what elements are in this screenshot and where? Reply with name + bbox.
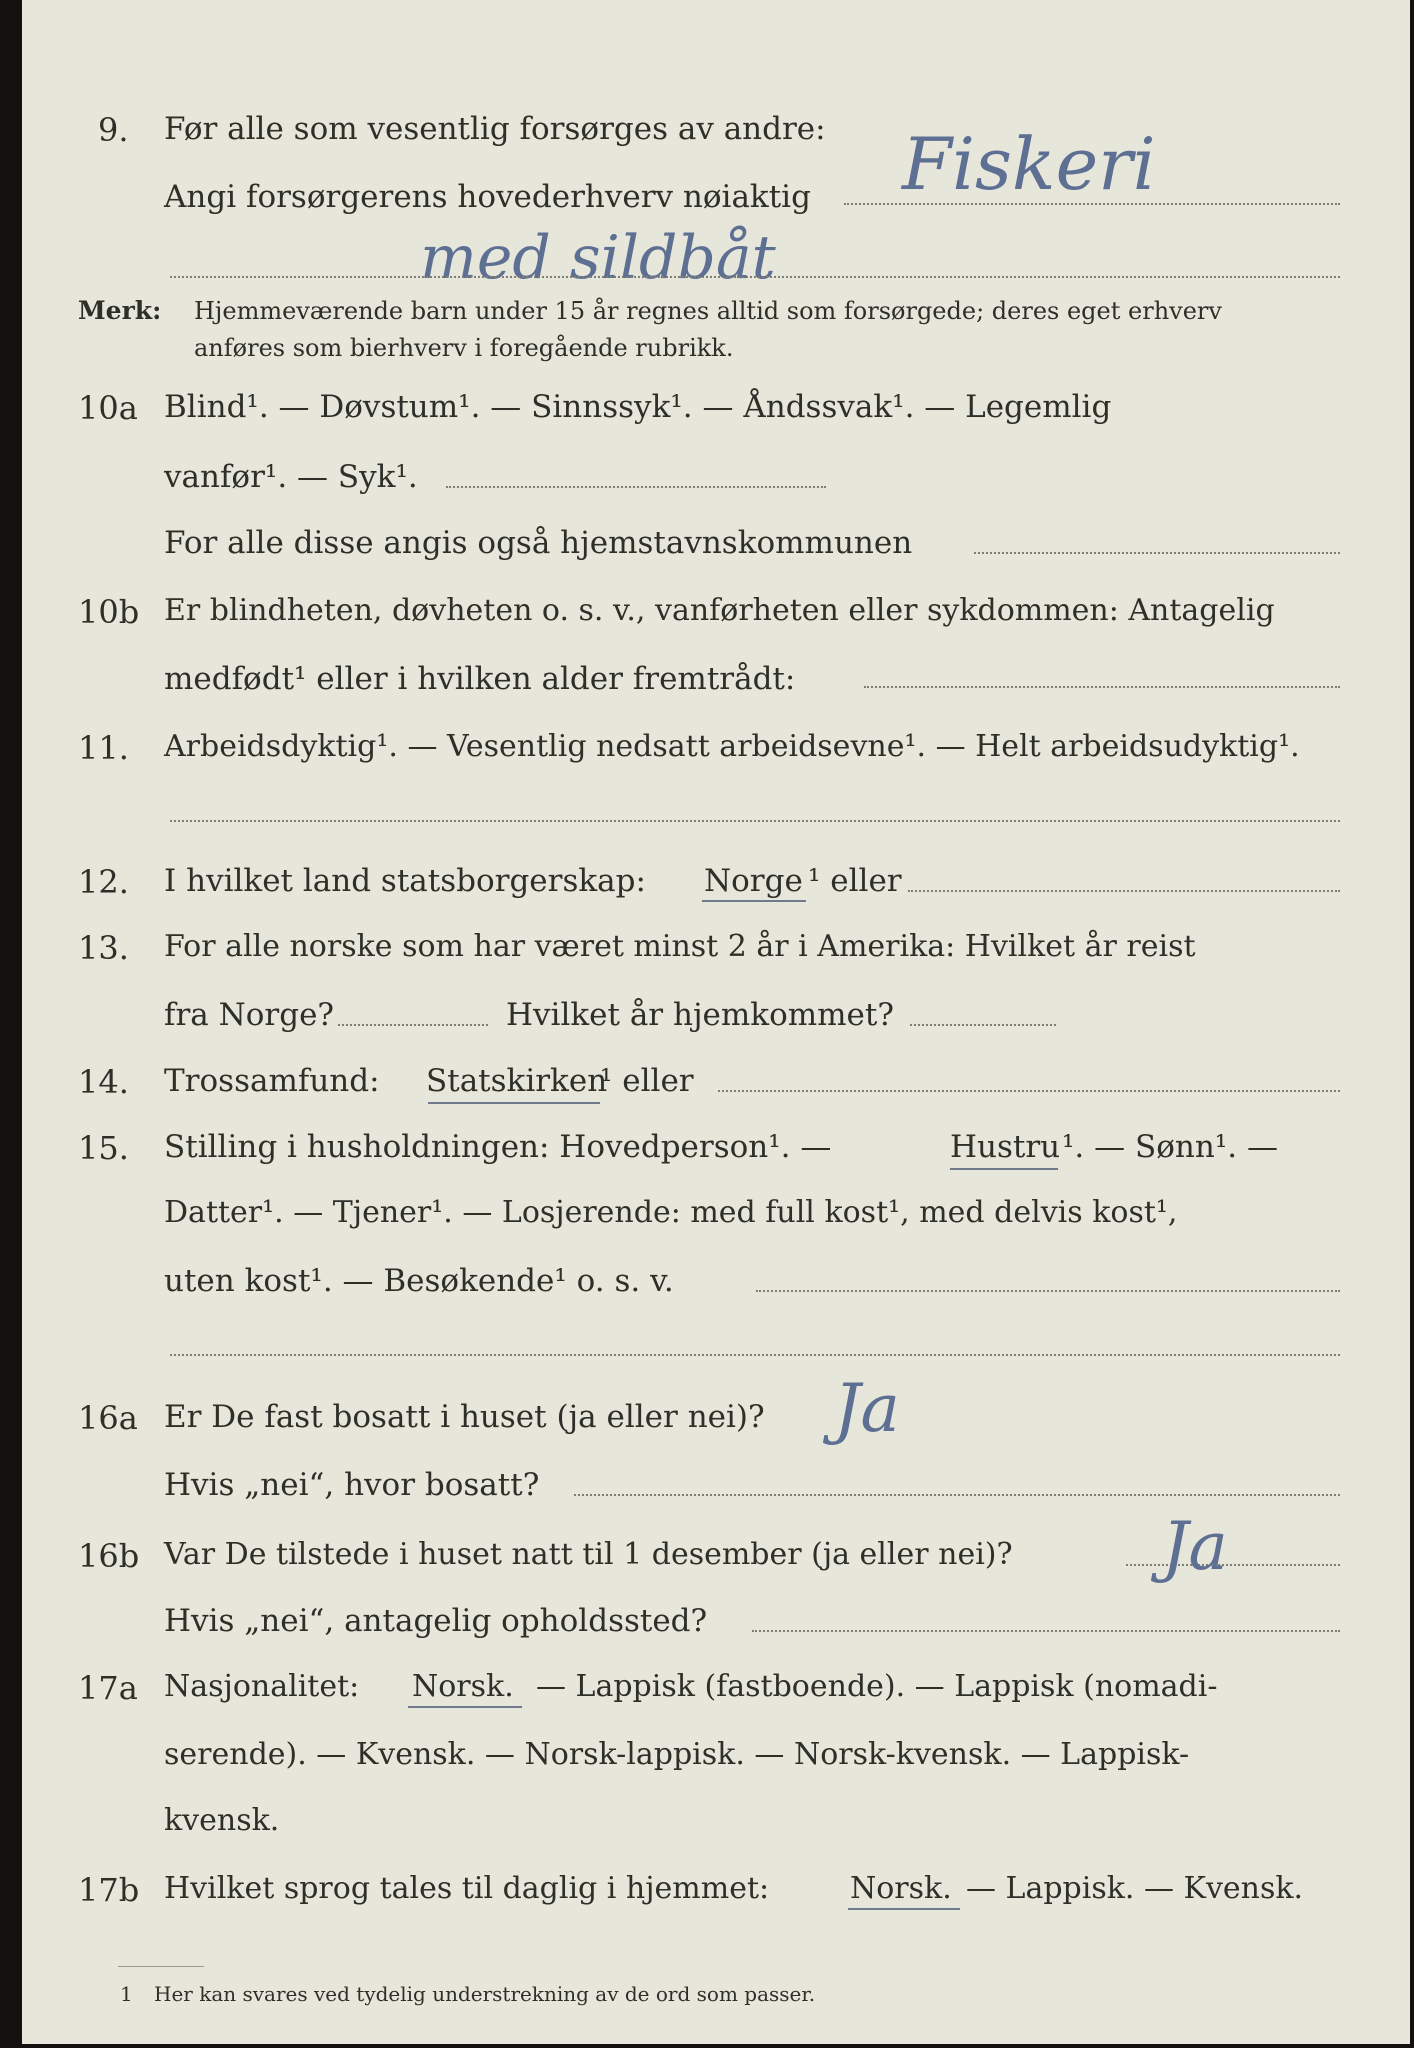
item-16b-answer-line bbox=[1126, 1564, 1340, 1566]
item-15-underlined-answer: Hustru bbox=[950, 1129, 1061, 1165]
item-16a-number: 16a bbox=[78, 1399, 138, 1437]
item-17b-line1a: Hvilket sprog tales til daglig i hjemmet: bbox=[164, 1871, 770, 1906]
item-16a-line2: Hvis „nei“, hvor bosatt? bbox=[164, 1467, 540, 1503]
merk-line1: Hjemmeværende barn under 15 år regnes alltid som forsørgede; deres eget erhverv bbox=[194, 297, 1222, 325]
footnote-rule bbox=[118, 1966, 204, 1967]
item-14-number: 14. bbox=[78, 1063, 129, 1101]
census-form-page bbox=[22, 0, 1410, 2044]
item-17b-line1c: — Lappisk. — Kvensk. bbox=[966, 1871, 1304, 1906]
item-12-answer-underline bbox=[702, 900, 806, 902]
item-10a-answer-line-2 bbox=[974, 552, 1340, 554]
item-17a-answer-underline bbox=[408, 1706, 522, 1708]
item-17a-number: 17a bbox=[78, 1669, 138, 1707]
item-10a-line3: For alle disse angis også hjemstavnskommunen bbox=[164, 525, 913, 561]
item-14-answer-underline bbox=[428, 1102, 600, 1104]
item-13-line1: For alle norske som har været minst 2 år i Amerika: Hvilket år reist bbox=[164, 929, 1196, 964]
item-9-handwritten-answer-2: med sildbåt bbox=[420, 223, 776, 293]
item-14-underlined-answer: Statskirken bbox=[426, 1063, 608, 1099]
item-10b-number: 10b bbox=[78, 593, 140, 631]
item-12-number: 12. bbox=[78, 863, 129, 901]
item-12-answer-line bbox=[908, 890, 1340, 892]
merk-line2: anføres som bierhverv i foregående rubrikk. bbox=[194, 334, 734, 362]
item-9-number: 9. bbox=[98, 111, 129, 149]
item-9-line1: Før alle som vesentlig forsørges av andre: bbox=[164, 111, 826, 147]
item-9-answer-line-2 bbox=[170, 276, 1340, 278]
item-13-line2b: Hvilket år hjemkommet? bbox=[506, 997, 894, 1033]
item-16b-handwritten-answer: Ja bbox=[1162, 1508, 1228, 1585]
item-11-number: 11. bbox=[78, 729, 129, 767]
item-17a-line1c: — Lappisk (fastboende). — Lappisk (nomadi- bbox=[536, 1669, 1218, 1704]
item-14-text-c: ¹ eller bbox=[600, 1063, 694, 1099]
item-14-answer-line bbox=[718, 1090, 1340, 1092]
item-9-handwritten-answer: Fiskeri bbox=[902, 122, 1156, 206]
item-12-text-c: ¹ eller bbox=[808, 863, 902, 899]
item-17b-underlined-answer: Norsk. bbox=[850, 1871, 952, 1906]
item-12-text-a: I hvilket land statsborgerskap: bbox=[164, 863, 646, 899]
item-10b-answer-line bbox=[864, 686, 1340, 688]
item-10a-line2: vanfør¹. — Syk¹. bbox=[164, 459, 418, 495]
item-17a-line2: serende). — Kvensk. — Norsk-lappisk. — Norsk-kvensk. — Lappisk- bbox=[164, 1737, 1190, 1772]
item-16a-answer-line bbox=[574, 1494, 1340, 1496]
item-17a-line3: kvensk. bbox=[164, 1803, 280, 1838]
item-10b-line1: Er blindheten, døvheten o. s. v., vanførheten eller sykdommen: Antagelig bbox=[164, 593, 1275, 628]
item-15-answer-line-2 bbox=[170, 1354, 1340, 1356]
item-10a-answer-line bbox=[446, 486, 826, 488]
item-15-number: 15. bbox=[78, 1129, 129, 1167]
item-15-answer-underline bbox=[950, 1168, 1058, 1170]
merk-label: Merk: bbox=[78, 296, 162, 325]
footnote-mark: 1 bbox=[120, 1982, 133, 2006]
item-17a-line1a: Nasjonalitet: bbox=[164, 1669, 360, 1704]
item-16b-number: 16b bbox=[78, 1537, 140, 1575]
item-12-underlined-answer: Norge bbox=[704, 863, 803, 899]
item-16a-line1: Er De fast bosatt i huset (ja eller nei)? bbox=[164, 1399, 765, 1435]
item-16b-answer-line-2 bbox=[752, 1630, 1340, 1632]
item-13-year-returned-line bbox=[910, 1024, 1056, 1026]
item-10a-number: 10a bbox=[78, 389, 138, 427]
item-15-answer-line bbox=[756, 1290, 1340, 1292]
item-15-line1c: ¹. — Sønn¹. — bbox=[1062, 1129, 1278, 1165]
item-16b-line2: Hvis „nei“, antagelig opholdssted? bbox=[164, 1603, 708, 1639]
item-11-line1: Arbeidsdyktig¹. — Vesentlig nedsatt arbeidsevne¹. — Helt arbeidsudyktig¹. bbox=[164, 729, 1300, 764]
item-13-year-left-line bbox=[338, 1024, 488, 1026]
item-16b-line1: Var De tilstede i huset natt til 1 desember (ja eller nei)? bbox=[164, 1537, 1013, 1572]
footnote-text: Her kan svares ved tydelig understrekning av de ord som passer. bbox=[154, 1982, 816, 2006]
item-17a-underlined-answer: Norsk. bbox=[412, 1669, 514, 1704]
item-10b-line2: medfødt¹ eller i hvilken alder fremtrådt: bbox=[164, 661, 796, 697]
item-17b-number: 17b bbox=[78, 1871, 140, 1909]
item-9-line2: Angi forsørgerens hovederhverv nøiaktig bbox=[164, 179, 811, 215]
item-13-line2a: fra Norge? bbox=[164, 997, 335, 1033]
item-16a-handwritten-answer: Ja bbox=[834, 1370, 900, 1447]
item-15-line1a: Stilling i husholdningen: Hovedperson¹. — bbox=[164, 1129, 832, 1165]
item-15-line3: uten kost¹. — Besøkende¹ o. s. v. bbox=[164, 1263, 674, 1299]
item-15-line2: Datter¹. — Tjener¹. — Losjerende: med full kost¹, med delvis kost¹, bbox=[164, 1195, 1178, 1230]
item-13-number: 13. bbox=[78, 929, 129, 967]
item-14-text-a: Trossamfund: bbox=[164, 1063, 380, 1099]
item-17b-answer-underline bbox=[848, 1908, 960, 1910]
item-10a-line1: Blind¹. — Døvstum¹. — Sinnssyk¹. — Åndssvak¹. — Legemlig bbox=[164, 389, 1112, 425]
item-11-answer-line bbox=[170, 820, 1340, 822]
